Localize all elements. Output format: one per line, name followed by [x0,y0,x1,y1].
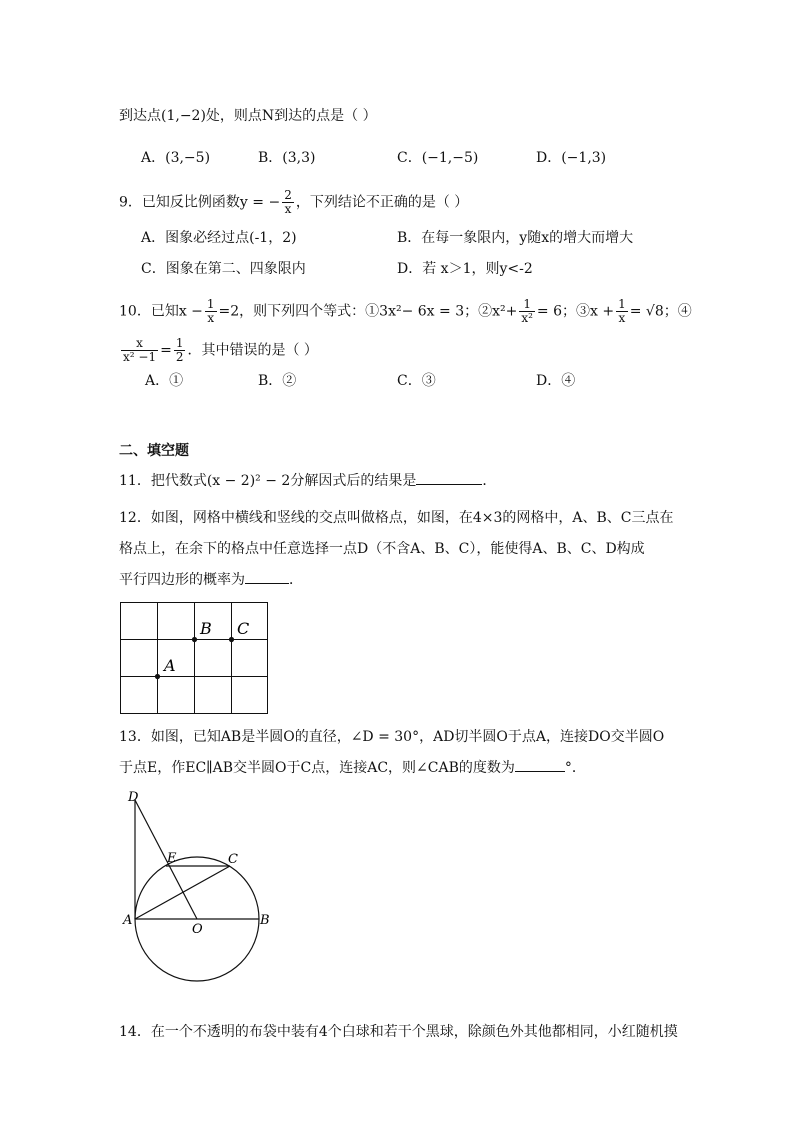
q10-option-a: A．① [145,373,184,389]
q10-option-b: B．② [258,373,297,389]
q12-stem-line2: 格点上，在余下的格点中任意选择一点D（不含A、B、C），能使得A、B、C、D构成 [119,541,645,557]
grid-point-b [192,637,197,642]
q8-option-b: B．(3,3) [258,150,316,166]
q10-option-c: C．③ [397,373,436,389]
q13-stem-line1: 13．如图，已知AB是半圆O的直径，∠D = 30°，AD切半圆O于点A，连接DO交半圆O [119,729,665,745]
label-b: B [260,913,270,928]
section-heading: 二、填空题 [119,443,189,459]
label-c: C [228,852,238,867]
q9-stem: 9．已知反比例函数y = − $\frac{2}{x}$ ，下列结论不正确的是（ ） [119,188,469,216]
grid-point-a [155,674,160,679]
label-a: A [123,913,133,928]
q10-option-d: D．④ [536,373,576,389]
q8-option-c: C．(−1,−5) [397,150,479,166]
q13-stem-line2: 于点E，作EC∥AB交半圆O于C点，连接AC，则∠CAB的度数为 °． [119,760,586,776]
q9-fraction: $\frac{2}{x}$ [284,188,292,216]
grid-label-a: A [164,656,176,675]
q10-stem-line1: 10．已知x − $\frac{1}{x}$ =2，则下列四个等式：①3x²− 6x = 3；②x²+ $\frac{1}{\text{x²}}$ = 6；③x + $\frac{1}{x}$ = √8；④ [119,297,692,325]
q14-stem-line1: 14．在一个不透明的布袋中装有4个白球和若干个黑球，除颜色外其他都相同，小红随机摸 [119,1024,678,1040]
grid-figure [119,600,271,716]
label-d: D [128,790,139,805]
q10-stem-line2: $\frac{x}{\text{x² −1}}$ = $\frac{1}{2}$ ．其中错误的是（ ） [123,336,318,364]
label-o: O [192,922,203,937]
q9-option-c: C．图象在第二、四象限内 [141,261,306,277]
q11-stem: 11．把代数式(x − 2)² − 2分解因式后的结果是 ． [119,473,497,489]
q8-stem: 到达点(1,−2)处，则点N到达的点是（ ） [119,108,377,124]
q9-option-b: B．在每一象限内，y随x的增大而增大 [397,230,634,246]
q9-option-d: D．若 x＞1，则y<-2 [397,261,533,277]
q12-stem-line3: 平行四边形的概率为 ． [119,572,303,588]
grid-label-b: B [200,619,212,638]
circle-figure [118,784,278,984]
q8-option-a: A．(3,−5) [141,150,211,166]
label-e: E [167,851,177,866]
q9-option-a: A．图象必经过点(-1，2) [141,230,297,246]
q12-stem-line1: 12．如图，网格中横线和竖线的交点叫做格点，如图，在4×3的网格中，A、B、C三点在 [119,510,674,526]
grid-point-c [229,637,234,642]
q8-option-d: D．(−1,3) [536,150,607,166]
grid-label-c: C [237,619,250,638]
segment-ac [135,866,230,919]
